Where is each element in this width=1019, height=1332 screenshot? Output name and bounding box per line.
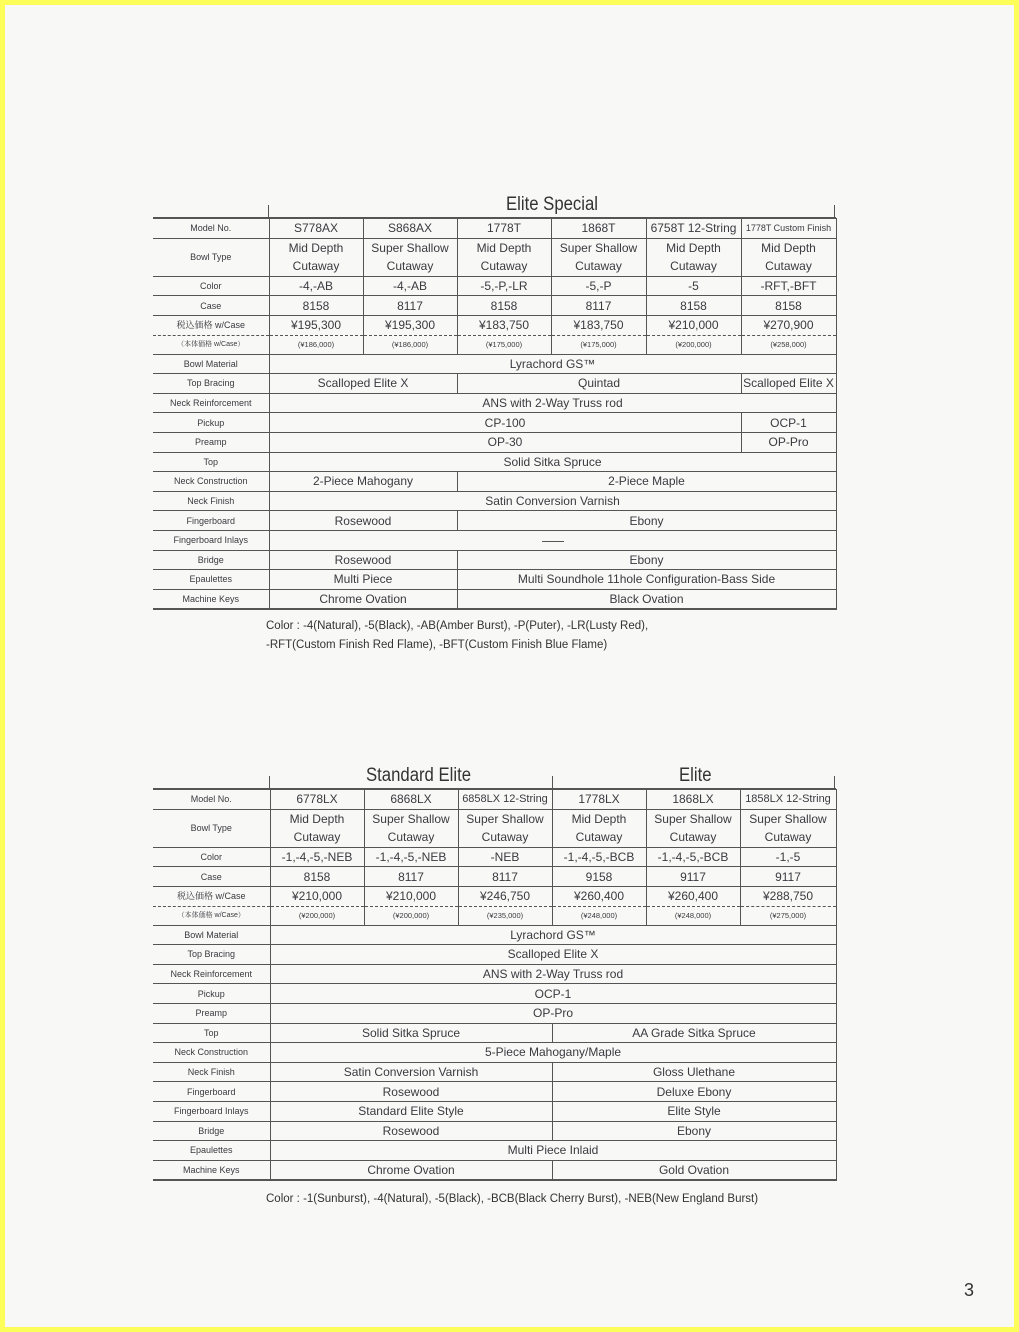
model-cell: 1778LX — [552, 790, 646, 810]
catalog-page — [5, 5, 1014, 1327]
model-cell: 6858LX 12-String — [458, 790, 552, 810]
spec-cell: 2-Piece Maple — [457, 472, 836, 492]
base-price-row — [153, 906, 836, 925]
spec-cell: Ebony — [457, 511, 836, 531]
bowl-cell: Cutaway — [269, 257, 363, 276]
base-price-cell: (¥248,000) — [552, 906, 646, 925]
bowl-cell: Cutaway — [363, 257, 457, 276]
price-cell: ¥195,300 — [269, 315, 363, 335]
top-bracing-row — [153, 374, 836, 394]
pickup-row — [153, 984, 836, 1004]
title-tick — [834, 776, 835, 788]
spec-cell: Scalloped Elite X — [270, 945, 836, 965]
color-cell: -4,-AB — [269, 276, 363, 296]
spec-cell: Rosewood — [270, 1121, 552, 1141]
spec-cell: Chrome Ovation — [270, 1160, 552, 1180]
price-cell: ¥183,750 — [457, 315, 551, 335]
row-label: Model No. — [153, 790, 270, 810]
fingerboard-inlays-row — [153, 530, 836, 550]
title-tick — [834, 205, 835, 217]
epaulettes-row — [153, 570, 836, 590]
row-label: Pickup — [153, 984, 270, 1004]
row-label: Epaulettes — [153, 570, 269, 590]
top-row — [153, 452, 836, 472]
base-price-cell: (¥258,000) — [741, 335, 836, 354]
row-label: Model No. — [153, 219, 269, 239]
color-note-line: -RFT(Custom Finish Red Flame), -BFT(Custom Finish Blue Flame) — [266, 639, 608, 651]
color-cell: -RFT,-BFT — [741, 276, 836, 296]
price-cell: ¥195,300 — [363, 315, 457, 335]
spec-cell: Lyrachord GS™ — [270, 925, 836, 945]
standard-elite-spec-table — [153, 789, 837, 1181]
price-cell: ¥288,750 — [740, 886, 836, 906]
machine-keys-row — [153, 1160, 836, 1180]
row-label: Fingerboard Inlays — [153, 1101, 270, 1121]
model-cell: 1868LX — [646, 790, 740, 810]
bowl-cell: Mid Depth — [457, 238, 551, 257]
base-price-cell: (¥200,000) — [646, 335, 741, 354]
price-cell: ¥210,000 — [270, 886, 364, 906]
spec-cell: Multi Piece Inlaid — [270, 1141, 836, 1161]
spec-cell: Ebony — [552, 1121, 836, 1141]
base-price-cell: (¥186,000) — [363, 335, 457, 354]
row-label: Neck Finish — [153, 491, 269, 511]
bowl-cell: Mid Depth — [270, 809, 364, 828]
top-bracing-row — [153, 945, 836, 965]
row-label: Preamp — [153, 1003, 270, 1023]
price-cell: ¥246,750 — [458, 886, 552, 906]
spec-cell: Rosewood — [270, 1082, 552, 1102]
model-cell: S778AX — [269, 219, 363, 239]
bowl-cell: Cutaway — [646, 257, 741, 276]
bowl-cell: Cutaway — [646, 828, 740, 847]
base-price-cell: (¥175,000) — [551, 335, 646, 354]
spec-cell: AA Grade Sitka Spruce — [552, 1023, 836, 1043]
base-price-cell: (¥200,000) — [270, 906, 364, 925]
row-label: Top Bracing — [153, 374, 269, 394]
color-cell: -1,-5 — [740, 847, 836, 867]
row-label: 税込価格 w/Case — [153, 886, 270, 906]
spec-cell: Scalloped Elite X — [741, 374, 836, 394]
price-cell: ¥260,400 — [646, 886, 740, 906]
spec-cell: Elite Style — [552, 1101, 836, 1121]
spec-cell: Multi Soundhole 11hole Configuration-Bass Side — [457, 570, 836, 590]
standard-elite-section — [153, 762, 836, 1181]
base-price-row — [153, 335, 836, 354]
spec-cell: Satin Conversion Varnish — [269, 491, 836, 511]
bowl-cell: Super Shallow — [646, 809, 740, 828]
bridge-row — [153, 1121, 836, 1141]
spec-cell: OCP-1 — [270, 984, 836, 1004]
case-cell: 8117 — [364, 867, 458, 887]
bowl-cell: Cutaway — [551, 257, 646, 276]
color-cell: -5 — [646, 276, 741, 296]
color-cell: -1,-4,-5,-BCB — [552, 847, 646, 867]
bridge-row — [153, 550, 836, 570]
spec-cell: ANS with 2-Way Truss rod — [269, 393, 836, 413]
row-label: Bowl Type — [153, 809, 270, 847]
bowl-material-row — [153, 925, 836, 945]
spec-cell: Deluxe Ebony — [552, 1082, 836, 1102]
row-label: Neck Finish — [153, 1062, 270, 1082]
bowl-cell: Mid Depth — [646, 238, 741, 257]
spec-cell: Lyrachord GS™ — [269, 354, 836, 374]
spec-cell: Satin Conversion Varnish — [270, 1062, 552, 1082]
color-cell: -1,-4,-5,-BCB — [646, 847, 740, 867]
spec-cell: OP-30 — [269, 432, 741, 452]
spec-cell: Rosewood — [269, 550, 457, 570]
neck-reinforcement-row — [153, 964, 836, 984]
bowl-row — [153, 238, 836, 257]
bowl-cell: Super Shallow — [458, 809, 552, 828]
row-label: Fingerboard Inlays — [153, 530, 269, 550]
row-label: Pickup — [153, 413, 269, 433]
row-label: Neck Reinforcement — [153, 393, 269, 413]
spec-cell: ANS with 2-Way Truss rod — [270, 964, 836, 984]
title-tick — [269, 776, 270, 788]
spec-cell: Ebony — [457, 550, 836, 570]
neck-finish-row — [153, 491, 836, 511]
title-tick — [552, 776, 553, 788]
base-price-cell: (¥275,000) — [740, 906, 836, 925]
machine-keys-row — [153, 589, 836, 609]
spec-cell: Multi Piece — [269, 570, 457, 590]
case-cell: 8117 — [458, 867, 552, 887]
color-row — [153, 276, 836, 296]
row-label: Neck Reinforcement — [153, 964, 270, 984]
case-cell: 8158 — [741, 296, 836, 316]
model-cell: 1778T Custom Finish — [741, 219, 836, 239]
elite-special-title-bar — [153, 191, 836, 218]
model-cell: 6758T 12-String — [646, 219, 741, 239]
case-cell: 8117 — [551, 296, 646, 316]
row-label: 税込価格 w/Case — [153, 315, 269, 335]
page-number: 3 — [963, 1280, 974, 1300]
row-label: Neck Construction — [153, 1043, 270, 1063]
case-cell: 9117 — [740, 867, 836, 887]
row-label: Machine Keys — [153, 589, 269, 609]
spec-cell: Gold Ovation — [552, 1160, 836, 1180]
row-label: Bridge — [153, 550, 269, 570]
row-label: Bowl Material — [153, 925, 270, 945]
spec-cell: Standard Elite Style — [270, 1101, 552, 1121]
spec-cell: Solid Sitka Spruce — [269, 452, 836, 472]
spec-cell — [269, 530, 836, 550]
title-tick — [268, 205, 269, 217]
bowl-cell: Cutaway — [270, 828, 364, 847]
price-cell: ¥270,900 — [741, 315, 836, 335]
bowl-cell: Mid Depth — [741, 238, 836, 257]
row-label: Preamp — [153, 432, 269, 452]
bowl-cell: Mid Depth — [269, 238, 363, 257]
model-cell: 1858LX 12-String — [740, 790, 836, 810]
case-cell: 8158 — [270, 867, 364, 887]
fingerboard-row — [153, 511, 836, 531]
row-label: Bridge — [153, 1121, 270, 1141]
base-price-cell: (¥186,000) — [269, 335, 363, 354]
row-label: Fingerboard — [153, 1082, 270, 1102]
case-cell: 8117 — [363, 296, 457, 316]
model-row — [153, 219, 836, 239]
price-cell: ¥210,000 — [646, 315, 741, 335]
neck-reinforcement-row — [153, 393, 836, 413]
bowl-cell: Mid Depth — [552, 809, 646, 828]
spec-cell: Solid Sitka Spruce — [270, 1023, 552, 1043]
case-cell: 8158 — [646, 296, 741, 316]
bowl-cell: Cutaway — [552, 828, 646, 847]
model-cell: 6868LX — [364, 790, 458, 810]
preamp-row — [153, 1003, 836, 1023]
row-label: Color — [153, 276, 269, 296]
none-dash — [542, 541, 564, 542]
spec-cell: 2-Piece Mahogany — [269, 472, 457, 492]
spec-cell: Black Ovation — [457, 589, 836, 609]
spec-cell: Scalloped Elite X — [269, 374, 457, 394]
color-cell: -5,-P — [551, 276, 646, 296]
bowl-cell: Cutaway — [458, 828, 552, 847]
spec-cell: Rosewood — [269, 511, 457, 531]
neck-finish-row — [153, 1062, 836, 1082]
standard-elite-title: Standard Elite — [366, 765, 472, 786]
price-cell: ¥210,000 — [364, 886, 458, 906]
price-cell: ¥260,400 — [552, 886, 646, 906]
color-cell: -1,-4,-5,-NEB — [364, 847, 458, 867]
row-label: Case — [153, 867, 270, 887]
standard-elite-color-note: Color : -1(Sunburst), -4(Natural), -5(Black), -BCB(Black Cherry Burst), -NEB(New England Burst) — [266, 1193, 759, 1205]
row-label: Bowl Material — [153, 354, 269, 374]
neck-construction-row — [153, 472, 836, 492]
top-row — [153, 1023, 836, 1043]
price-row — [153, 886, 836, 906]
row-label: Bowl Type — [153, 238, 269, 276]
color-note-line: Color : -4(Natural), -5(Black), -AB(Amber Burst), -P(Puter), -LR(Lusty Red), — [266, 620, 649, 632]
spec-cell: 5-Piece Mahogany/Maple — [270, 1043, 836, 1063]
case-cell: 9117 — [646, 867, 740, 887]
pickup-row — [153, 413, 836, 433]
model-row — [153, 790, 836, 810]
preamp-row — [153, 432, 836, 452]
spec-cell: OP-Pro — [741, 432, 836, 452]
row-label: （本体価格 w/Case） — [153, 335, 269, 354]
base-price-cell: (¥235,000) — [458, 906, 552, 925]
bowl-cell: Super Shallow — [551, 238, 646, 257]
row-label: Top — [153, 1023, 270, 1043]
row-label: Epaulettes — [153, 1141, 270, 1161]
model-cell: 1868T — [551, 219, 646, 239]
row-label: （本体価格 w/Case） — [153, 906, 270, 925]
model-cell: 6778LX — [270, 790, 364, 810]
bowl-cell: Cutaway — [364, 828, 458, 847]
base-price-cell: (¥200,000) — [364, 906, 458, 925]
case-row — [153, 296, 836, 316]
bowl-cell: Cutaway — [741, 257, 836, 276]
case-row — [153, 867, 836, 887]
color-cell: -NEB — [458, 847, 552, 867]
row-label: Top — [153, 452, 269, 472]
price-row — [153, 315, 836, 335]
row-label: Case — [153, 296, 269, 316]
spec-cell: OP-Pro — [270, 1003, 836, 1023]
model-cell: S868AX — [363, 219, 457, 239]
base-price-cell: (¥248,000) — [646, 906, 740, 925]
spec-cell: Chrome Ovation — [269, 589, 457, 609]
elite-special-title: Elite Special — [506, 194, 599, 215]
model-cell: 1778T — [457, 219, 551, 239]
row-label: Top Bracing — [153, 945, 270, 965]
neck-construction-row — [153, 1043, 836, 1063]
color-cell: -5,-P,-LR — [457, 276, 551, 296]
color-row — [153, 847, 836, 867]
case-cell: 9158 — [552, 867, 646, 887]
bowl-row — [153, 809, 836, 828]
bowl-cell: Super Shallow — [363, 238, 457, 257]
elite-special-section — [153, 191, 836, 610]
row-label: Neck Construction — [153, 472, 269, 492]
color-cell: -1,-4,-5,-NEB — [270, 847, 364, 867]
bowl-cell: Super Shallow — [364, 809, 458, 828]
elite-special-color-note — [266, 617, 648, 655]
elite-special-spec-table — [153, 218, 837, 610]
row-label: Color — [153, 847, 270, 867]
case-cell: 8158 — [457, 296, 551, 316]
bowl-material-row — [153, 354, 836, 374]
row-label: Machine Keys — [153, 1160, 270, 1180]
price-cell: ¥183,750 — [551, 315, 646, 335]
spec-cell: Gloss Ulethane — [552, 1062, 836, 1082]
elite-title: Elite — [679, 765, 712, 786]
bowl-cell: Cutaway — [457, 257, 551, 276]
case-cell: 8158 — [269, 296, 363, 316]
color-cell: -4,-AB — [363, 276, 457, 296]
bowl-cell: Super Shallow — [740, 809, 836, 828]
row-label: Fingerboard — [153, 511, 269, 531]
fingerboard-row — [153, 1082, 836, 1102]
bowl-cell: Cutaway — [740, 828, 836, 847]
standard-elite-title-bar — [153, 762, 836, 789]
base-price-cell: (¥175,000) — [457, 335, 551, 354]
spec-cell: CP-100 — [269, 413, 741, 433]
epaulettes-row — [153, 1141, 836, 1161]
fingerboard-inlays-row — [153, 1101, 836, 1121]
spec-cell: OCP-1 — [741, 413, 836, 433]
spec-cell: Quintad — [457, 374, 741, 394]
